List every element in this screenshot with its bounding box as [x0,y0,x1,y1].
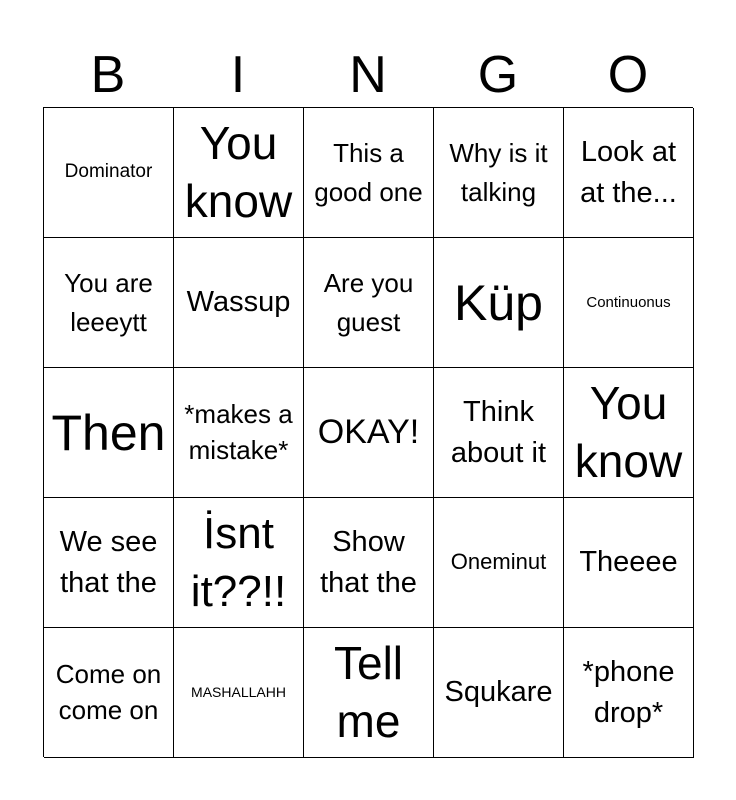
bingo-cell[interactable] [44,108,174,238]
bingo-cell[interactable] [434,238,564,368]
bingo-cell[interactable] [564,108,694,238]
bingo-cell[interactable] [304,368,434,498]
cell-text: Küp [454,274,543,331]
cell-text: Are you guest [323,267,414,337]
header-letter-b: B [90,46,126,104]
header-letter-o: O [607,46,649,104]
bingo-cell[interactable] [174,498,304,628]
bingo-cell[interactable] [434,368,564,498]
header-letter-i: I [230,46,246,104]
bingo-cell[interactable] [304,628,434,758]
cell-text: Think about it [450,395,547,469]
cell-text: Come on come on [55,658,162,725]
cell-text: Tell me [333,637,404,747]
bingo-cell[interactable] [44,628,174,758]
cell-text: *makes a mistake* [184,398,293,465]
cell-text: You are leeeytt [64,267,153,337]
cell-text: This a good one [314,137,423,207]
bingo-cell[interactable] [44,368,174,498]
cell-text: *phone drop* [582,655,675,729]
cell-text: You know [184,117,293,227]
cell-text: Then [51,404,166,461]
cell-text: You know [574,377,683,487]
bingo-cell[interactable] [304,238,434,368]
bingo-cell[interactable] [174,368,304,498]
cell-text: Wassup [186,286,291,319]
cell-text: Show that the [320,525,417,599]
bingo-cell[interactable] [434,628,564,758]
bingo-cell[interactable] [564,368,694,498]
bingo-cell[interactable] [174,628,304,758]
bingo-cell[interactable] [564,498,694,628]
cell-text: We see that the [59,525,158,599]
cell-text: OKAY! [317,413,420,452]
cell-text: Squkare [444,676,553,709]
cell-text: Dominator [64,161,153,183]
bingo-cell[interactable] [434,498,564,628]
cell-text: MASHALLAHH [191,684,286,701]
bingo-board [43,107,693,757]
bingo-header [43,44,693,106]
cell-text: Why is it talking [449,137,548,207]
bingo-cell[interactable] [434,108,564,238]
bingo-cell[interactable] [564,238,694,368]
header-letter-n: N [349,46,387,104]
bingo-cell[interactable] [304,498,434,628]
bingo-cell[interactable] [174,238,304,368]
header-letter-g: G [477,46,519,104]
bingo-cell[interactable] [44,498,174,628]
bingo-cell[interactable] [174,108,304,238]
bingo-cell[interactable] [44,238,174,368]
bingo-cell[interactable] [304,108,434,238]
cell-text: Continuonus [586,293,671,311]
cell-text: Oneminut [450,549,547,575]
cell-text: Look at at the... [580,135,677,209]
bingo-cell[interactable] [564,628,694,758]
cell-text: İsnt it??!! [190,509,287,616]
cell-text: Theeee [579,546,678,579]
